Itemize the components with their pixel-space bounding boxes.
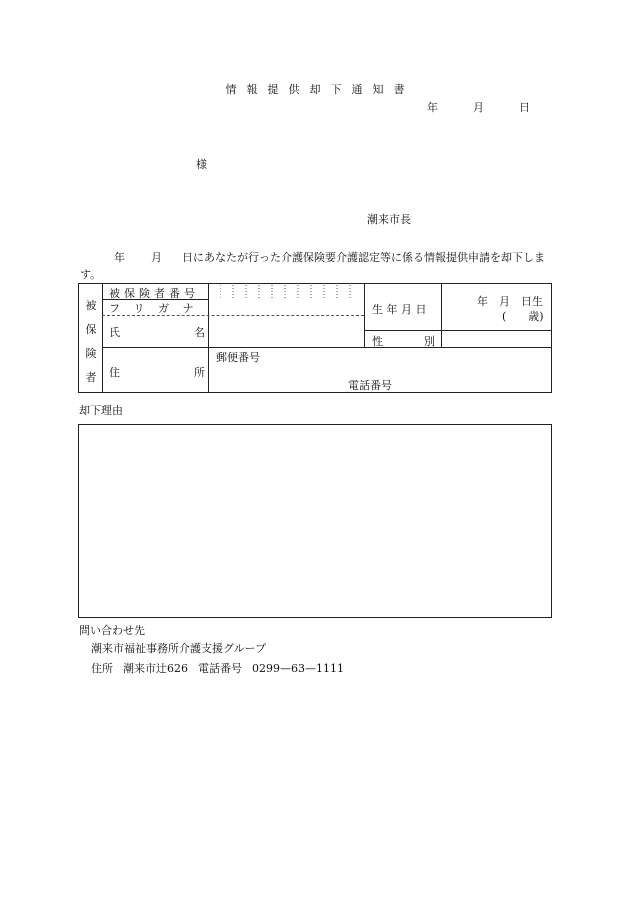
sender-name: 潮来市長 <box>367 213 411 226</box>
contact-address <box>91 660 354 676</box>
gender-label-1: 性 <box>372 335 383 348</box>
body-year: 年 <box>114 251 125 264</box>
contact-address-label: 住所 <box>91 662 113 675</box>
birthdate-label: 生 年 月 日 <box>372 303 427 316</box>
address-label-2: 所 <box>194 366 205 379</box>
address-label-1: 住 <box>109 366 120 379</box>
issue-date-year: 年 <box>427 101 438 114</box>
phone-label: 電話番号 <box>348 379 392 392</box>
gender-label-2: 別 <box>424 335 435 348</box>
body-month: 月 <box>151 251 162 264</box>
issue-date <box>427 99 530 115</box>
gender-field[interactable] <box>443 332 549 346</box>
page-title: 情報提供却下通知書 <box>225 83 415 96</box>
addressee-suffix: 様 <box>196 158 207 171</box>
postal-code-label: 郵便番号 <box>216 351 260 364</box>
name-label-2: 名 <box>194 326 205 339</box>
contact-address-value: 潮来市辻626 <box>123 662 188 675</box>
birthdate-value[interactable]: 年 月 日生 <box>477 295 543 308</box>
furigana-field[interactable] <box>210 300 362 314</box>
address-field[interactable] <box>210 349 550 391</box>
body-text-rest: 日にあなたが行った介護保険要介護認定等に係る情報提供申請を却下します。 <box>80 251 545 281</box>
insured-number-digit-separators <box>220 285 354 298</box>
contact-phone-value: 0299—63—1111 <box>252 662 344 675</box>
contact-phone-label: 電話番号 <box>198 662 242 675</box>
insured-number-boxes[interactable] <box>220 285 354 298</box>
insured-side-label: 被 保 険 者 <box>85 299 97 384</box>
contact-organization: 潮来市福祉事務所介護支援グループ <box>91 642 267 655</box>
issue-date-day: 日 <box>519 101 530 114</box>
rejection-reason-box[interactable] <box>78 424 552 618</box>
insured-person-table <box>78 283 552 393</box>
rejection-reason-label: 却下理由 <box>79 404 123 417</box>
age-value[interactable]: ( 歳) <box>502 310 544 323</box>
insured-number-label: 被保険者番号 <box>109 287 199 300</box>
furigana-label: フ リ ガ ナ <box>109 302 194 315</box>
name-label-1: 氏 <box>109 326 120 339</box>
name-field[interactable] <box>210 317 362 346</box>
contact-label: 問い合わせ先 <box>79 624 145 637</box>
issue-date-month: 月 <box>473 101 484 114</box>
notice-body <box>80 249 552 283</box>
